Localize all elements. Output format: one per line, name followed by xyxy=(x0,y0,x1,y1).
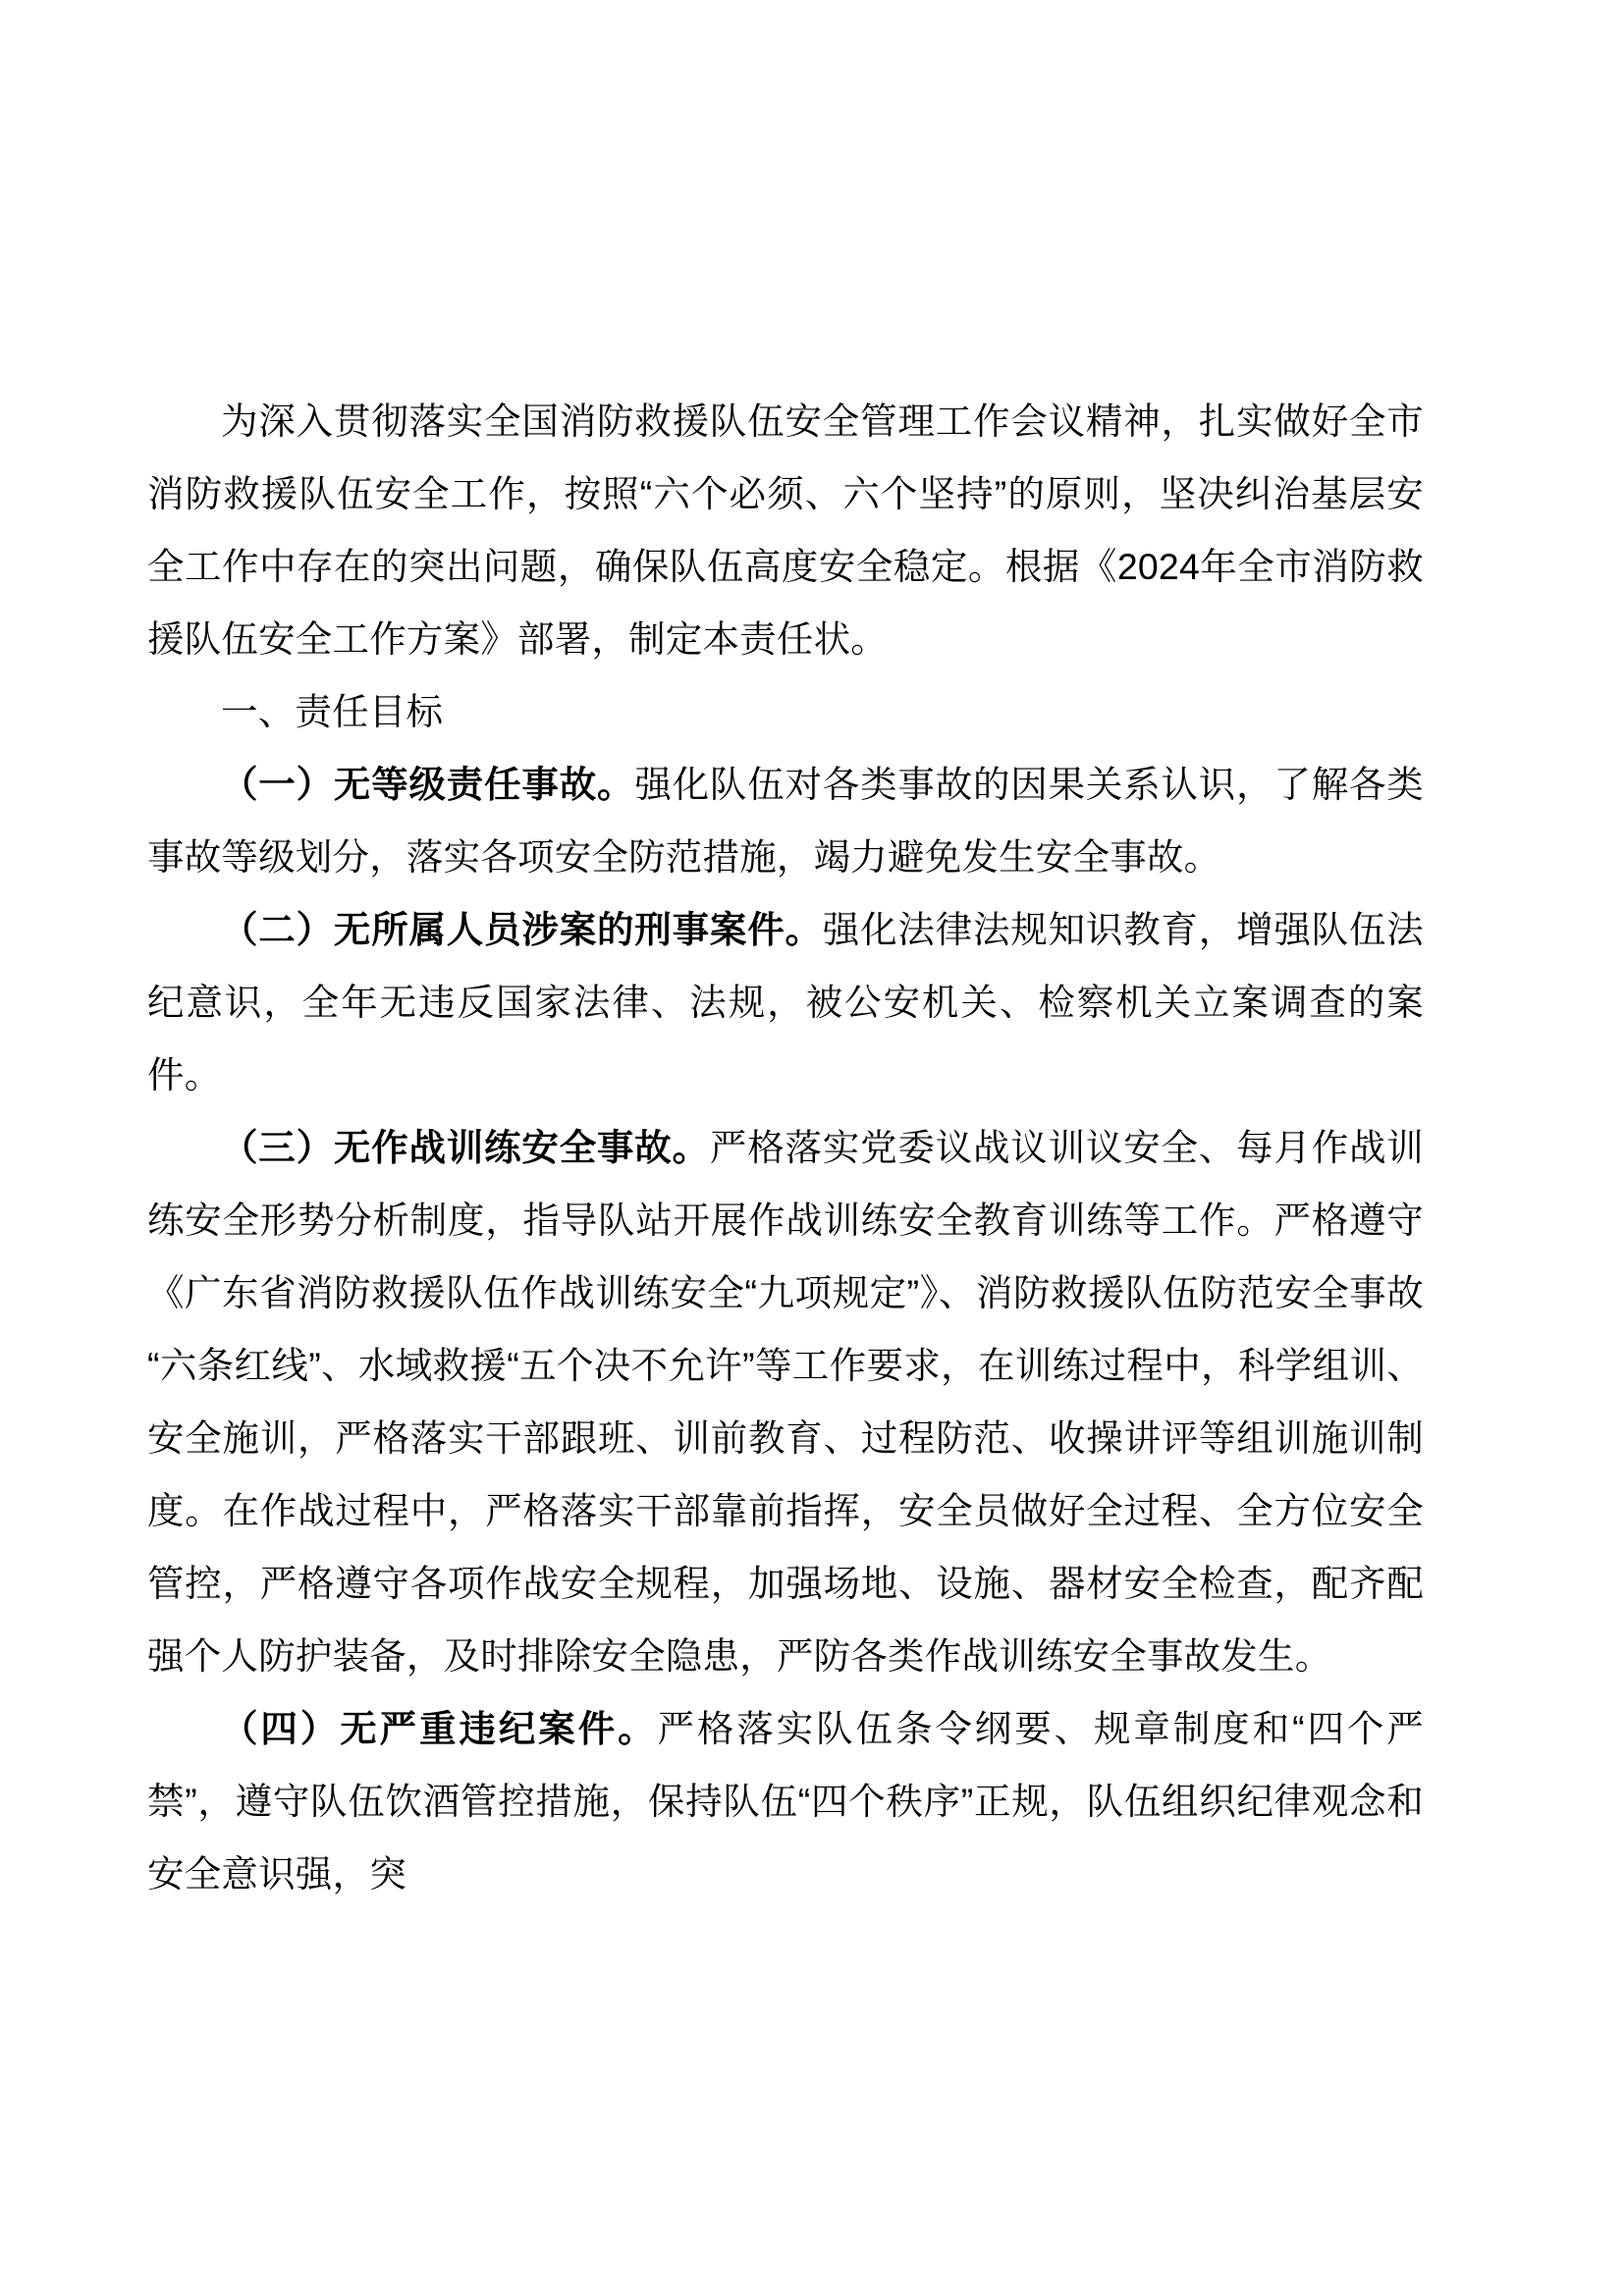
clause-marker-4: （四） xyxy=(221,1708,341,1749)
clause-title-2: 无所属人员涉案的刑事案件。 xyxy=(333,909,823,950)
clause-body-1: 强化队伍对各类事故的因果关系认识，了解各类事故等级划分，落实各项安全防范措施，竭力避免发生安全事故。 xyxy=(147,764,1424,878)
clause-title-1: 无等级责任事故。 xyxy=(333,764,635,805)
clause-item-2 xyxy=(147,893,1424,1111)
document-body xyxy=(147,385,1424,1910)
clause-body-2: 强化法律法规知识教育，增强队伍法纪意识，全年无违反国家法律、法规，被公安机关、检察机关立案调查的案件。 xyxy=(147,909,1424,1095)
clause-item-3 xyxy=(147,1111,1424,1692)
clause-marker-1: （一） xyxy=(221,764,334,805)
section-heading-responsibility-goals: 一、责任目标 xyxy=(221,691,444,732)
clause-title-3: 无作战训练安全事故。 xyxy=(333,1127,710,1168)
clause-body-4: 严格落实队伍条令纲要、规章制度和“四个严禁”，遵守队伍饮酒管控措施，保持队伍“四个秩序”正规，队伍组织纪律观念和安全意识强，突 xyxy=(147,1708,1424,1895)
clause-marker-3: （三） xyxy=(221,1127,334,1168)
clause-title-4: 无严重违纪案件。 xyxy=(340,1708,658,1749)
intro-paragraph: 为深入贯彻落实全国消防救援队伍安全管理工作会议精神，扎实做好全市消防救援队伍安全工作，按照“六个必须、六个坚持”的原则，坚决纠治基层安全工作中存在的突出问题，确保队伍高度安全稳定。根据《2024年全市消防救援队伍安全工作方案》部署，制定本责任状。 xyxy=(147,400,1424,660)
clause-item-4 xyxy=(147,1692,1424,1910)
clause-body-3: 严格落实党委议战议训议安全、每月作战训练安全形势分析制度，指导队站开展作战训练安全教育训练等工作。严格遵守《广东省消防救援队伍作战训练安全“九项规定”》、消防救援队伍防范安全事故“六条红线”、水域救援“五个决不允许”等工作要求，在训练过程中，科学组训、安全施训，严格落实干部跟班、训前教育、过程防范、收操讲评等组训施训制度。在作战过程中，严格落实干部靠前指挥，安全员做好全过程、全方位安全管控，严格遵守各项作战安全规程，加强场地、设施、器材安全检查，配齐配强个人防护装备，及时排除安全隐患，严防各类作战训练安全事故发生。 xyxy=(147,1127,1424,1677)
clause-item-1 xyxy=(147,748,1424,893)
clause-marker-2: （二） xyxy=(221,909,334,950)
